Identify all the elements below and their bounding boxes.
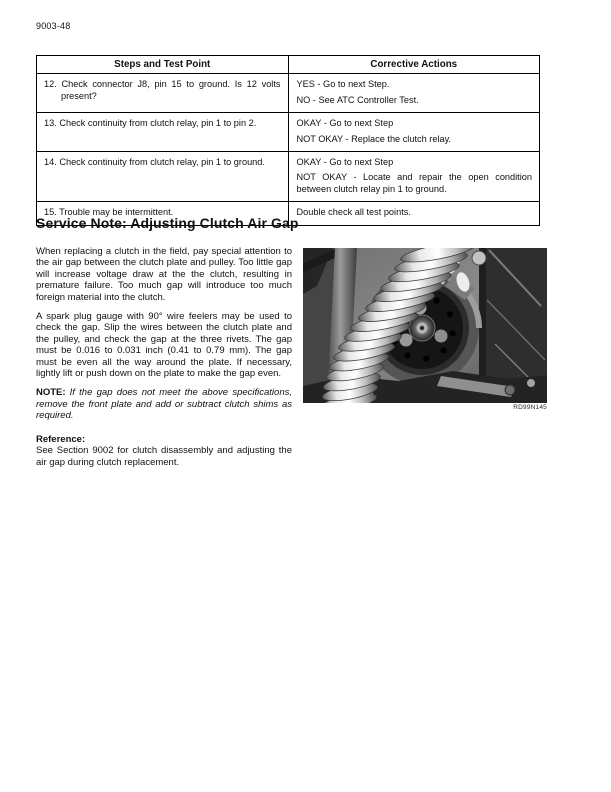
note-text: If the gap does not meet the above specifications, remove the front plate and add or subtract clutch shims as required.	[36, 387, 292, 422]
note-label: NOTE:	[36, 387, 66, 399]
reference-block	[36, 434, 292, 468]
clutch-figure	[303, 248, 547, 411]
page-number: 9003-48	[36, 21, 71, 31]
action-line: NO - See ATC Controller Test.	[296, 94, 419, 105]
actions-cell	[288, 202, 540, 225]
clutch-photo	[303, 248, 547, 403]
test-table	[36, 55, 540, 226]
table-header-actions: Corrective Actions	[288, 56, 540, 74]
actions-cell	[288, 74, 540, 113]
section-heading: Service Note: Adjusting Clutch Air Gap	[36, 215, 299, 231]
table-header-row	[37, 56, 540, 74]
action-line: Double check all test points.	[296, 207, 411, 218]
paragraph-air-gap: When replacing a clutch in the field, pay special attention to the air gap between the clutch plate and pulley. Too little gap will increase voltage draw at the the clutch, resulting in premature failure. Too much gap will introduce too much foreign material into the clutch.	[36, 246, 292, 303]
table-header-steps: Steps and Test Point	[37, 56, 289, 74]
action-line: OKAY - Go to next Step	[296, 118, 394, 129]
step-cell: 12. Check connector J8, pin 15 to ground. Is 12 volts present?	[37, 74, 289, 113]
figure-caption: RD99N145	[513, 404, 547, 411]
reference-label: Reference:	[36, 433, 86, 445]
action-line: YES - Go to next Step.	[296, 79, 390, 90]
paragraph-gauge: A spark plug gauge with 90° wire feelers may be used to check the gap. Slip the wires between the clutch plate and the pulley, and check the gap at the three rivets. The gap must be 0.016 to 0.031 inch (0.41 to 0.79 mm). The gap must be even all the way around the plate. If necessary, lightly lift or push down on the plate to make the gap even.	[36, 311, 292, 380]
step-cell: 14. Check continuity from clutch relay, pin 1 to ground.	[37, 152, 289, 202]
step-cell: 15. Trouble may be intermittent.	[37, 202, 289, 225]
action-line: NOT OKAY - Locate and repair the open condition between clutch relay pin 1 to ground.	[296, 172, 532, 194]
note-paragraph	[36, 387, 292, 421]
reference-text: See Section 9002 for clutch disassembly and adjusting the air gap during clutch replacement.	[36, 445, 292, 468]
actions-cell	[288, 152, 540, 202]
action-line: NOT OKAY - Replace the clutch relay.	[296, 133, 452, 144]
action-line: OKAY - Go to next Step	[296, 157, 394, 168]
table-row	[37, 113, 540, 152]
actions-cell	[288, 113, 540, 152]
table-row	[37, 152, 540, 202]
table-row	[37, 74, 540, 113]
body-column	[36, 246, 292, 468]
step-cell: 13. Check continuity from clutch relay, pin 1 to pin 2.	[37, 113, 289, 152]
